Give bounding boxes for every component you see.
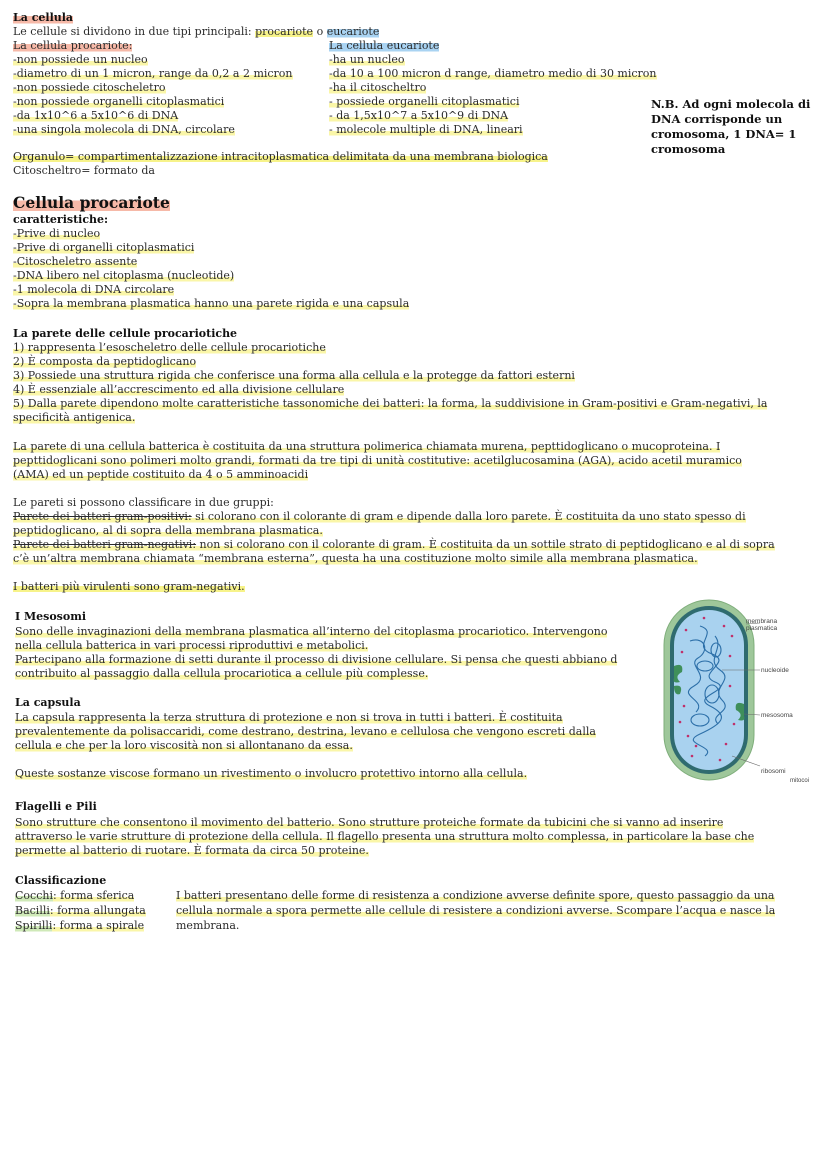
- mesosomi-title: I Mesosomi: [15, 610, 87, 623]
- gram-negative: c’è un’altra membrana chiamata “membrana esterna”, questa ha una costituzione molto simile alla membrana plasmatica.: [13, 552, 698, 565]
- spore-line: I batteri presentano delle forme di resistenza a condizione avverse definite spore, questo passaggio da una: [176, 889, 775, 902]
- prok-item: -non possiede citoscheletro: [13, 81, 166, 94]
- parete-item: 1) rappresenta l’esoscheletro delle cellule procariotiche: [13, 341, 326, 354]
- prok-feature: -1 molecola di DNA circolare: [13, 283, 175, 296]
- gram-positive: Parete dei batteri gram-positivi: si colorano con il colorante di gram e dipende dalla loro parete. È costituita da uno stato spesso di: [13, 510, 746, 523]
- mesosomi-line: Sono delle invaginazioni della membrana plasmatica all’interno del citoplasma procariotico. Intervengono: [15, 625, 608, 638]
- prok-item: -da 1x10^6 a 5x10^6 di DNA: [13, 109, 179, 122]
- label-ribosomi: ribosomi: [761, 768, 786, 775]
- prok-feature: -Citoscheletro assente: [13, 255, 138, 268]
- parete-item: 5) Dalla parete dipendono molte caratteristiche tassonomiche dei batteri: la forma, la suddivisione in Gram-positivi e Gram-negativi, la: [13, 397, 768, 410]
- parete-item: 3) Possiede una struttura rigida che conferisce una forma alla cellula e la protegge da fattori esterni: [13, 369, 575, 382]
- class-item-cocchi: Cocchi: forma sferica: [15, 889, 135, 902]
- euk-item: - molecole multiple di DNA, lineari: [329, 123, 523, 136]
- euk-item: - possiede organelli citoplasmatici: [329, 95, 520, 108]
- euk-item: -ha il citoscheltro: [329, 81, 427, 94]
- mesosomi-line: Partecipano alla formazione di setti durante il processo di divisione cellulare. Si pensa che questi abbiano d: [15, 653, 618, 666]
- parete-item: 4) È essenziale all’accrescimento ed alla divisione cellulare: [13, 383, 345, 396]
- parete-title: La parete delle cellule procariotiche: [13, 327, 238, 340]
- flagelli-line: permette al batterio di ruotare. È formata da circa 50 proteine.: [15, 844, 369, 857]
- cytoplasm: [674, 610, 744, 770]
- prok-feature: -DNA libero nel citoplasma (nucleotide): [13, 269, 235, 282]
- euk-item: - da 1,5x10^7 a 5x10^9 di DNA: [329, 109, 509, 122]
- gram-negative: Parete dei batteri gram-negativi: non si colorano con il colorante di gram. È costituita da un sottile strato di peptidoglicano e al di sopra: [13, 538, 775, 551]
- prok-item: -una singola molecola di DNA, circolare: [13, 123, 235, 136]
- capsula-line: prevalentemente da polisaccaridi, come destrano, destrina, levano e cellulosa che vengono escreti dalla: [15, 725, 596, 738]
- gram-positive: peptidoglicano, al di sopra della membrana plasmatica.: [13, 524, 323, 537]
- prok-item: -diametro di un 1 micron, range da 0,2 a 2 micron: [13, 67, 293, 80]
- flagelli-line: Sono strutture che consentono il movimento del batterio. Sono strutture proteiche formate da tubicini che si vanno ad inserire: [15, 816, 724, 829]
- label-membrana-line2: plasmatica: [746, 625, 778, 632]
- label-mesosoma: mesosoma: [761, 712, 793, 719]
- euk-item: -ha un nucleo: [329, 53, 405, 66]
- euk-item: -da 10 a 100 micron d range, diametro medio di 30 micron: [329, 67, 657, 80]
- label-mitocoi: mitocoi: [790, 778, 810, 784]
- capsula-line: cellula e che per la loro viscosità non si allontanano da essa.: [15, 739, 353, 752]
- prok-item: -non possiede un nucleo: [13, 53, 148, 66]
- prok-feature: -Sopra la membrana plasmatica hanno una parete rigida e una capsula: [13, 297, 410, 310]
- page-title: La cellula: [13, 11, 74, 24]
- parete-item: specificità antigenica.: [13, 411, 136, 424]
- spore-line: membrana.: [176, 919, 240, 932]
- parete-paragraph: La parete di una cellula batterica è costituita da una struttura polimerica chiamata murena, pepttidoglicano o mucoproteina. I: [13, 440, 721, 453]
- prok-section-subtitle: caratteristiche:: [13, 213, 109, 226]
- label-nucleoide: nucleoide: [761, 667, 789, 674]
- label-membrana-line1: membrana: [746, 618, 778, 625]
- intro-line: Le cellule si dividono in due tipi principali: procariote o eucariote: [13, 25, 380, 38]
- mesosomi-line: contribuito al passaggio dalla cellula procariotica a cellule più complesse.: [15, 667, 429, 680]
- citoscheletro-definition: Citoscheltro= formato da: [13, 164, 155, 177]
- parete-paragraph: (AMA) ed un peptide costituito da 4 o 5 amminoacidi: [13, 468, 309, 481]
- bacterium-diagram: [660, 596, 820, 788]
- organulo-definition: Organulo= compartimentalizzazione intracitoplasmatica delimitata da una membrana biologica: [13, 150, 548, 163]
- capsula-title: La capsula: [15, 696, 81, 709]
- class-item-bacilli: Bacilli: forma allungata: [15, 904, 146, 917]
- parete-paragraph: pepttidoglicani sono polimeri molto grandi, formati da tre tipi di unità costitutive: acetilglucosamina (AGA), acido acetil muramico: [13, 454, 742, 467]
- groups-intro: Le pareti si possono classificare in due gruppi:: [13, 496, 274, 509]
- capsula-line: La capsula rappresenta la terza struttura di protezione e non si trova in tutti i batteri. È costituita: [15, 711, 563, 724]
- parete-item: 2) È composta da peptidoglicano: [13, 355, 197, 368]
- prok-feature: -Prive di organelli citoplasmatici: [13, 241, 195, 254]
- prok-header: La cellula procariote:: [13, 39, 133, 52]
- flagelli-title: Flagelli e Pili: [15, 800, 97, 813]
- class-item-spirilli: Spirilli: forma a spirale: [15, 919, 145, 932]
- virulent-note: I batteri più virulenti sono gram-negativi.: [13, 580, 245, 593]
- capsula-extra: Queste sostanze viscose formano un rivestimento o involucro protettivo intorno alla cellula.: [15, 767, 528, 780]
- classificazione-title: Classificazione: [15, 874, 107, 887]
- flagelli-line: attraverso le varie strutture di protezione della cellula. Il flagello presenta una struttura molto complessa, in particolare la base che: [15, 830, 755, 843]
- prok-section-title: Cellula procariote: [13, 193, 170, 212]
- spore-line: cellula normale a spora permette alle cellule di resistere a condizioni avverse. Scompare l’acqua e nasce la: [176, 904, 776, 917]
- prok-feature: -Prive di nucleo: [13, 227, 101, 240]
- prok-item: -non possiede organelli citoplasmatici: [13, 95, 225, 108]
- euk-header: La cellula eucariote: [329, 39, 440, 52]
- mesosomi-line: nella cellula batterica in vari processi riproduttivi e metabolici.: [15, 639, 369, 652]
